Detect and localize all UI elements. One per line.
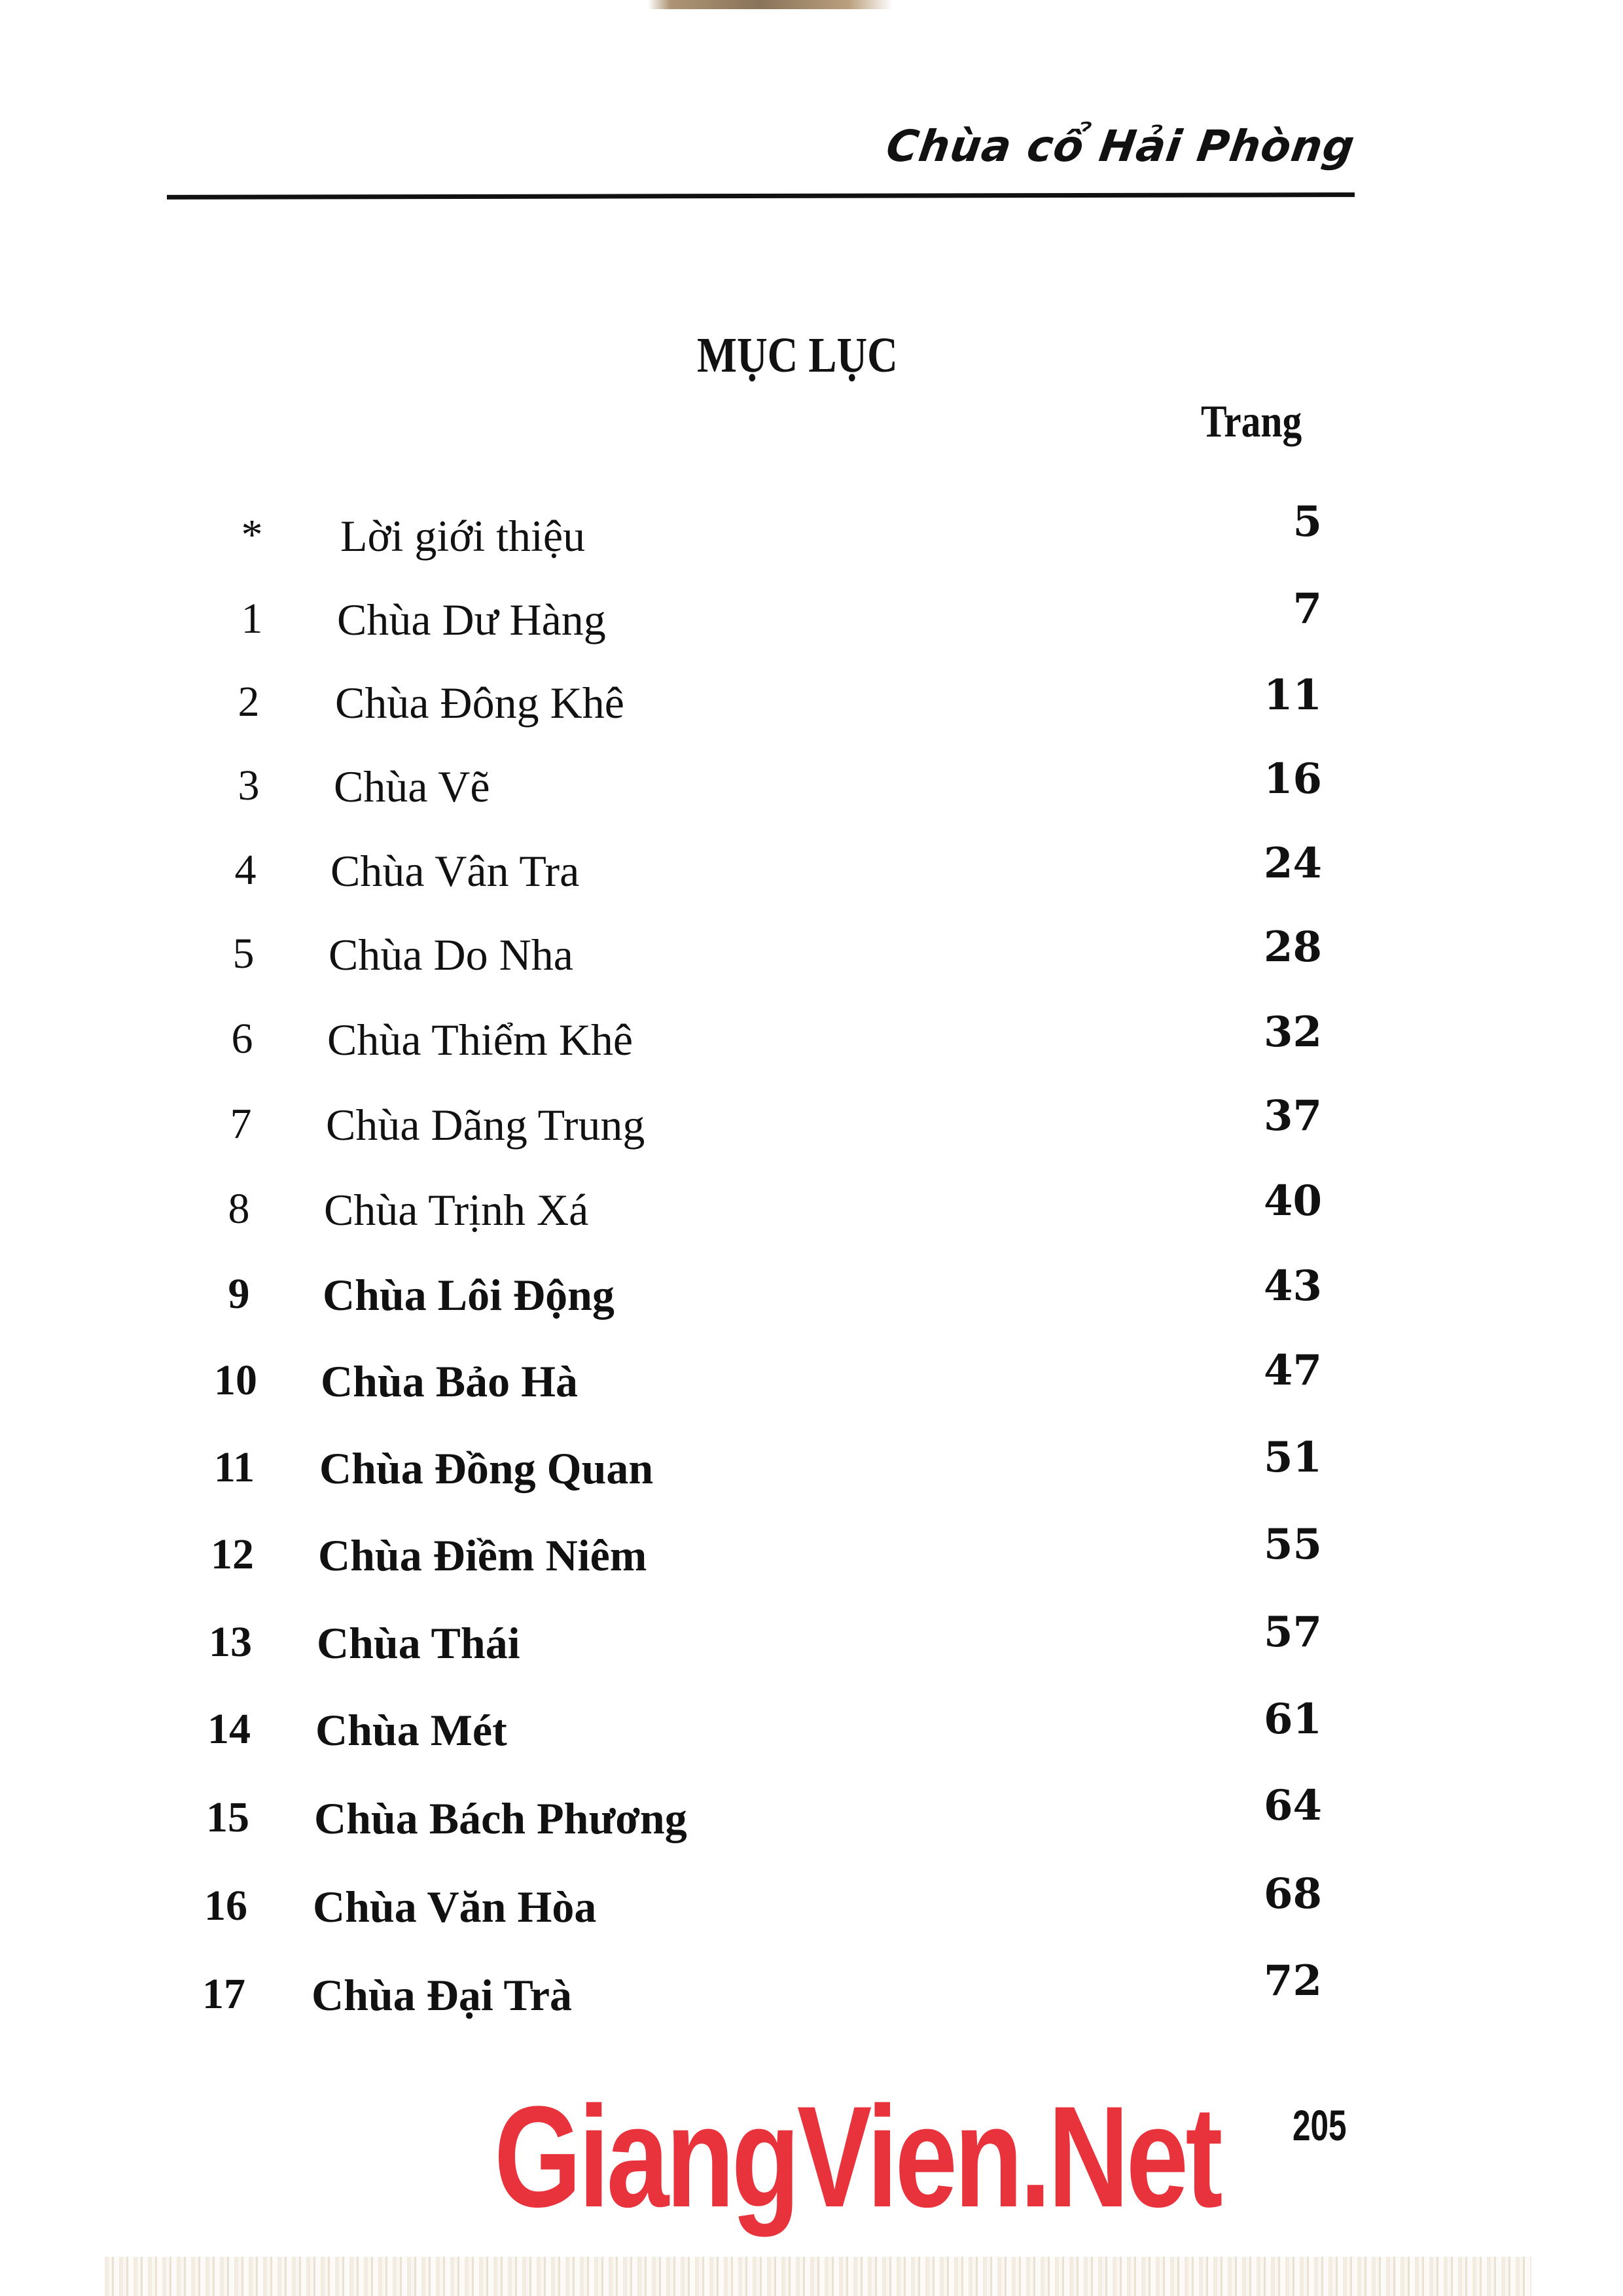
toc-entry xyxy=(0,671,1623,743)
toc-entry-page: 5 xyxy=(1293,497,1322,546)
toc-entry xyxy=(0,1781,1623,1858)
toc-entry xyxy=(0,1695,1623,1770)
toc-entry-number: 7 xyxy=(230,1100,252,1148)
toc-entry-page: 37 xyxy=(1263,1091,1322,1140)
toc-entry-number: 12 xyxy=(211,1530,254,1578)
toc-entry xyxy=(0,1262,1623,1335)
toc-entry-title: Chùa Bách Phương xyxy=(314,1793,687,1843)
toc-entry-page: 64 xyxy=(1263,1781,1322,1830)
toc-entry-title: Chùa Thiểm Khê xyxy=(327,1015,633,1065)
watermark: GiangVien.Net xyxy=(494,2076,1220,2237)
toc-entry-page: 7 xyxy=(1293,584,1322,633)
toc-entry-number: 9 xyxy=(228,1270,250,1318)
toc-entry xyxy=(0,584,1623,660)
toc-entry-number: 3 xyxy=(238,762,260,809)
toc-entry-title: Chùa Lôi Động xyxy=(323,1270,615,1320)
toc-entry-title: Chùa Vẽ xyxy=(334,762,490,811)
toc-entry-title: Chùa Dãng Trung xyxy=(326,1100,645,1150)
toc-entry-page: 68 xyxy=(1263,1869,1322,1918)
toc-entry xyxy=(0,923,1623,995)
toc-entry-page: 47 xyxy=(1263,1346,1322,1395)
running-head: Chùa cổ Hải Phòng xyxy=(883,121,1359,171)
page-column-label: Trang xyxy=(1201,397,1302,447)
toc-entry-title: Chùa Mét xyxy=(315,1705,507,1755)
toc-entry-number: 1 xyxy=(241,595,263,643)
toc-entry-page: 32 xyxy=(1263,1008,1322,1057)
toc-entry-number: 2 xyxy=(238,678,260,726)
toc-entry-number: * xyxy=(241,511,263,559)
toc-entry xyxy=(0,1956,1623,2035)
toc-entry-title: Chùa Đông Khê xyxy=(335,678,624,728)
toc-entry-page: 51 xyxy=(1263,1433,1322,1482)
toc-entry xyxy=(0,1346,1623,1421)
toc-entry-number: 15 xyxy=(206,1793,249,1841)
toc-entry-number: 6 xyxy=(231,1015,253,1063)
toc-entry-title: Chùa Vân Tra xyxy=(330,846,580,896)
toc-entry-title: Chùa Trịnh Xá xyxy=(324,1185,589,1235)
header-rule xyxy=(167,192,1355,200)
toc-entry-number: 14 xyxy=(207,1705,251,1753)
toc-entry-page: 28 xyxy=(1263,923,1322,972)
toc-entry-page: 40 xyxy=(1263,1176,1322,1226)
toc-entry-page: 55 xyxy=(1263,1520,1322,1569)
toc-entry-title: Chùa Đại Trà xyxy=(312,1970,573,2020)
toc-entry-page: 16 xyxy=(1263,754,1322,804)
toc-entry-number: 4 xyxy=(234,846,257,894)
toc-entry xyxy=(0,839,1623,911)
toc-entry-number: 11 xyxy=(213,1443,255,1491)
toc-entry xyxy=(0,1608,1623,1683)
toc-entry-title: Lời giới thiệu xyxy=(340,511,586,561)
toc-entry-number: 8 xyxy=(228,1185,250,1233)
toc-entry-number: 13 xyxy=(209,1618,252,1666)
toc-entry xyxy=(0,1091,1623,1165)
toc-title: MỤC LỤC xyxy=(697,328,898,383)
toc-entry xyxy=(0,754,1623,826)
toc-entry xyxy=(0,1008,1623,1080)
scan-edge-bottom xyxy=(105,2257,1531,2296)
toc-entry-page: 24 xyxy=(1263,839,1322,888)
toc-entry-number: 17 xyxy=(202,1970,245,2018)
scan-edge-top xyxy=(92,0,1204,9)
toc-entry-number: 5 xyxy=(232,930,255,978)
toc-entry-page: 43 xyxy=(1263,1262,1322,1311)
page-number: 205 xyxy=(1293,2101,1347,2149)
toc-entry-title: Chùa Do Nha xyxy=(329,930,573,980)
toc-entry-page: 57 xyxy=(1263,1608,1322,1657)
toc-entry xyxy=(0,1176,1623,1250)
toc-entry xyxy=(0,497,1623,576)
toc-entry-page: 11 xyxy=(1263,671,1322,720)
toc-entry-title: Chùa Đồng Quan xyxy=(319,1443,654,1493)
toc-entry-title: Chùa Dư Hàng xyxy=(337,595,606,645)
toc-entry-number: 16 xyxy=(204,1882,247,1930)
toc-entry-title: Chùa Văn Hòa xyxy=(313,1882,597,1932)
toc-entry-title: Chùa Thái xyxy=(317,1618,520,1668)
toc-entry-title: Chùa Bảo Hà xyxy=(321,1356,578,1406)
toc-entry-title: Chùa Điềm Niêm xyxy=(318,1530,647,1580)
toc-entry-page: 72 xyxy=(1263,1956,1322,2005)
toc-entry xyxy=(0,1869,1623,1947)
toc-entry xyxy=(0,1433,1623,1508)
toc-entry-page: 61 xyxy=(1263,1695,1322,1744)
toc-entry-number: 10 xyxy=(214,1356,257,1404)
toc-entry xyxy=(0,1520,1623,1595)
